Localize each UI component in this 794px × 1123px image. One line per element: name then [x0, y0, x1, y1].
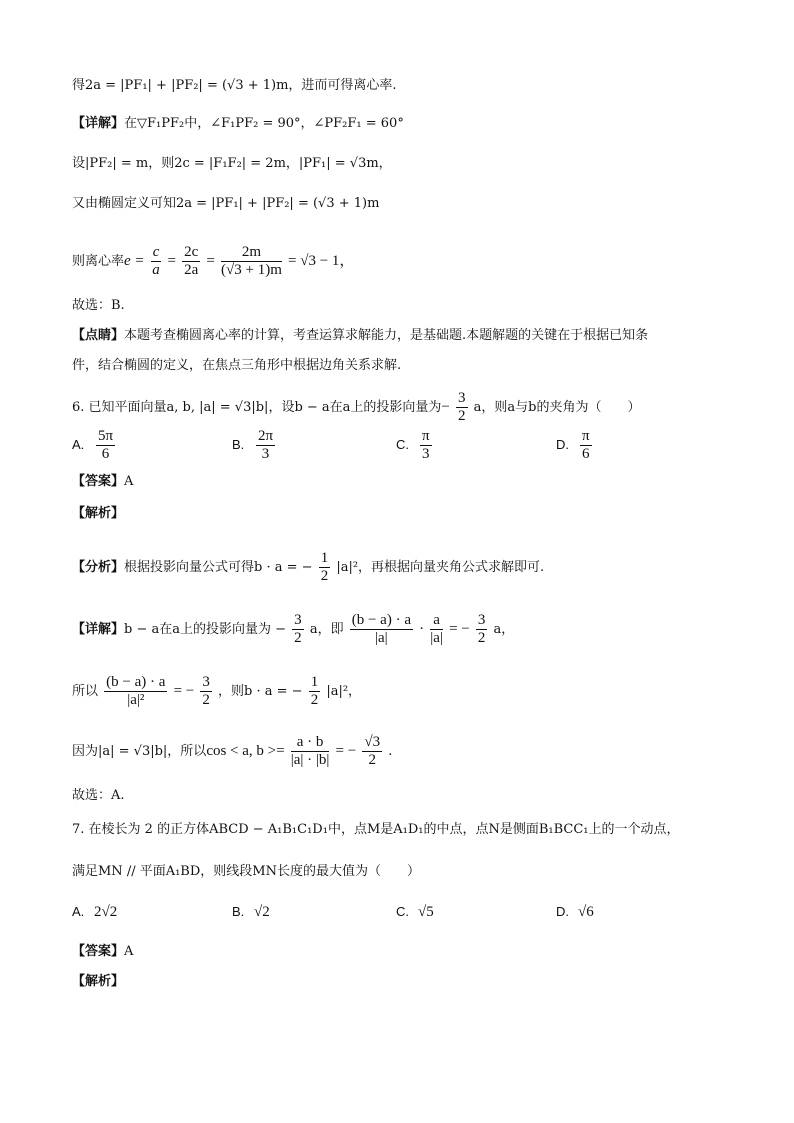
text-line: 得2a = |PF₁| + |PF₂| = (√3 + 1)m，进而可得离心率. — [72, 78, 397, 93]
fraction: $\frac{2c}{2a}$ — [184, 244, 199, 278]
text-line: 故选：B. — [72, 298, 125, 313]
text-line: 设|PF₂| = m，则2c = |F₁F₂| = 2m，|PF₁| = √3m， — [72, 156, 392, 171]
detail-line: 【详解】b − a在a上的投影向量为 − $\frac{3}{2}$ a，即 $\frac{(b - a) \cdot a}{|a|}$ · $\frac{a}{|a|}$ = − $\frac{3}{2}$ a， — [72, 612, 515, 646]
question-7-stem: 满足MN // 平面A₁BD，则线段MN长度的最大值为（ ） — [72, 864, 420, 879]
answer-line: 【答案】A — [72, 944, 134, 959]
option-d: D. √6 — [556, 904, 594, 920]
question-6-stem: 6. 已知平面向量a, b, |a| = √3|b|，设b − a在a上的投影向量为− $\frac{3}{2}$ a，则a与b的夹角为（ ） — [72, 390, 641, 424]
eccentricity-line: 则离心率e = $\frac{c}{a}$ = $\frac{2c}{2a}$ = $\frac{2m}{(√3 + 1)m}$ = √3 − 1， — [72, 244, 355, 278]
text-line: 件，结合椭圆的定义，在焦点三角形中根据边角关系求解. — [72, 358, 402, 373]
text-line: 故选：A. — [72, 788, 125, 803]
option-d: D. $\frac{\pi}{6}$ — [556, 428, 590, 462]
analysis-heading: 【解析】 — [72, 974, 125, 989]
fraction: $\frac{c}{a}$ — [152, 244, 160, 278]
option-a: A. 2√2 — [72, 904, 118, 920]
option-b: B. $\frac{2\pi}{3}$ — [232, 428, 274, 462]
derivation-line: 因为|a| = √3|b|，所以cos < a, b >= $\frac{a \cdot b}{|a| \cdot |b|}$ = − $\frac{√3}{2}$ . — [72, 734, 393, 768]
option-c: C. $\frac{\pi}{3}$ — [396, 428, 430, 462]
fraction: $\frac{3}{2}$ — [458, 390, 466, 424]
question-7-stem: 7. 在棱长为 2 的正方体ABCD − A₁B₁C₁D₁中，点M是A₁D₁的中点，点N是侧面B₁BCC₁上的一个动点， — [72, 822, 680, 837]
text-line: 又由椭圆定义可知2a = |PF₁| + |PF₂| = (√3 + 1)m — [72, 196, 380, 211]
answer-line: 【答案】A — [72, 474, 134, 489]
option-b: B. √2 — [232, 904, 270, 920]
option-c: C. √5 — [396, 904, 434, 920]
remark-line: 【点睛】本题考查椭圆离心率的计算，考查运算求解能力，是基础题.本题解题的关键在于根据已知条 — [72, 328, 649, 343]
derivation-line: 所以 $\frac{(b - a) \cdot a}{\text{|a|²}}$ = − $\frac{3}{2}$ ，则b · a = − $\frac{1}{2}$ |a|²， — [72, 674, 362, 708]
analysis-line: 【分析】根据投影向量公式可得b · a = − $\frac{1}{2}$ |a|²，再根据向量夹角公式求解即可. — [72, 550, 545, 584]
analysis-heading: 【解析】 — [72, 506, 125, 521]
fraction: $\frac{2m}{(√3 + 1)m}$ — [221, 244, 282, 278]
detail-line: 【详解】在▽F₁PF₂中，∠F₁PF₂ = 90°，∠PF₂F₁ = 60° — [72, 116, 404, 131]
option-a: A. $\frac{5\pi}{6}$ — [72, 428, 114, 462]
